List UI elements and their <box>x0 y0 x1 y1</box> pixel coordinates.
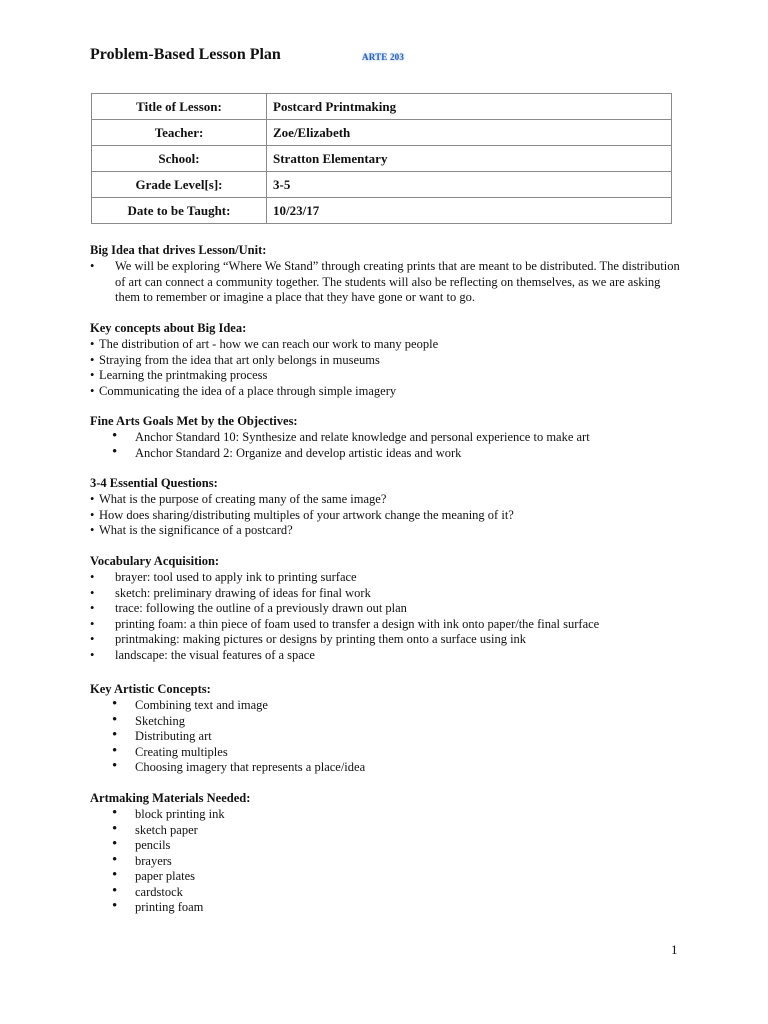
list-item-text: Straying from the idea that art only belongs in museums <box>99 352 380 367</box>
teacher-label: Teacher: <box>92 120 267 146</box>
bullet-icon: • <box>112 758 118 774</box>
bullet-icon: • <box>90 585 95 600</box>
bullet-icon: • <box>112 898 118 914</box>
date-value: 10/23/17 <box>267 198 672 224</box>
essential-questions-section <box>90 476 690 539</box>
list-item-text: Creating multiples <box>135 744 228 759</box>
list-item-text: printmaking: making pictures or designs by printing them onto a surface using ink <box>115 632 527 646</box>
school-value: Stratton Elementary <box>267 146 672 172</box>
list-item-text: pencils <box>135 838 171 852</box>
list-item-text: Anchor Standard 10: Synthesize and relate knowledge and personal experience to make art <box>135 430 590 444</box>
artistic-concepts-heading: Key Artistic Concepts: <box>90 682 211 696</box>
list-item <box>90 869 690 885</box>
list-item-text: Sketching <box>135 713 185 728</box>
lesson-title-label: Title of Lesson: <box>92 94 267 120</box>
bullet-icon: • <box>90 337 95 351</box>
artistic-concepts-section <box>90 682 690 776</box>
bullet-icon: • <box>112 805 118 821</box>
school-label: School: <box>92 146 267 172</box>
list-item <box>90 523 690 539</box>
vocabulary-heading: Vocabulary Acquisition: <box>90 554 220 568</box>
table-row <box>92 198 672 224</box>
list-item-text: Combining text and image <box>135 698 268 712</box>
list-item <box>90 900 690 916</box>
list-item-text: brayers <box>135 853 172 868</box>
list-item-text: printing foam: a thin piece of foam used to transfer a design with ink onto paper/the final surface <box>115 616 600 631</box>
list-item-text: Communicating the idea of a place through simple imagery <box>99 383 397 398</box>
bullet-icon: • <box>90 507 95 522</box>
page-number: 1 <box>671 942 678 957</box>
fine-arts-goals-heading: Fine Arts Goals Met by the Objectives: <box>90 414 298 428</box>
list-item <box>90 601 690 617</box>
big-idea-text: We will be exploring “Where We Stand” through creating prints that are meant to be distributed. The distribution of art can connect a community together. The students will also be reflecting on themselves, as we are asking them to remember or imagine a place that they have gone or want to go. <box>115 259 680 304</box>
list-item-text: Learning the printmaking process <box>99 368 268 382</box>
course-code-badge: ARTE 203 <box>362 52 405 62</box>
list-item <box>90 430 690 446</box>
list-item-text: Distributing art <box>135 729 212 743</box>
bullet-icon: • <box>112 742 118 759</box>
bullet-icon: • <box>112 443 118 460</box>
list-item <box>90 882 690 901</box>
list-item <box>90 368 690 384</box>
list-item <box>90 820 690 839</box>
list-item <box>90 492 690 508</box>
list-item <box>90 570 690 586</box>
list-item <box>90 259 690 306</box>
bullet-icon: • <box>90 647 95 662</box>
bullet-icon: • <box>90 383 95 398</box>
list-item <box>90 617 690 633</box>
table-row <box>92 94 672 120</box>
list-item <box>90 508 690 524</box>
list-item <box>90 698 690 714</box>
list-item-text: The distribution of art - how we can reach our work to many people <box>99 337 439 351</box>
bullet-icon: • <box>112 836 118 852</box>
list-item <box>90 711 690 730</box>
grade-level-label: Grade Level[s]: <box>92 172 267 198</box>
list-item <box>90 586 690 602</box>
essential-questions-heading: 3-4 Essential Questions: <box>90 476 218 490</box>
key-concepts-section <box>90 321 690 399</box>
bullet-icon: • <box>90 523 95 537</box>
vocabulary-section <box>90 554 690 663</box>
list-item-text: sketch: preliminary drawing of ideas for final work <box>115 585 371 600</box>
key-concepts-heading: Key concepts about Big Idea: <box>90 321 247 335</box>
bullet-icon: • <box>90 352 95 367</box>
big-idea-heading: Big Idea that drives Lesson/Unit: <box>90 243 267 257</box>
list-item <box>90 729 690 745</box>
list-item-text: trace: following the outline of a previously drawn out plan <box>115 601 407 615</box>
list-item <box>90 648 690 664</box>
list-item-text: paper plates <box>135 869 196 883</box>
bullet-icon: • <box>112 882 118 899</box>
document-title: Problem-Based Lesson Plan <box>90 46 281 63</box>
list-item-text: sketch paper <box>135 822 198 837</box>
list-item-text: block printing ink <box>135 807 225 821</box>
list-item-text: cardstock <box>135 884 183 899</box>
date-label: Date to be Taught: <box>92 198 267 224</box>
list-item <box>90 384 690 400</box>
bullet-icon: • <box>112 727 118 743</box>
bullet-icon: • <box>112 820 118 837</box>
table-row <box>92 120 672 146</box>
bullet-icon: • <box>90 368 95 382</box>
fine-arts-goals-section <box>90 414 690 461</box>
list-item-text: printing foam <box>135 900 204 914</box>
list-item <box>90 851 690 870</box>
bullet-icon: • <box>112 696 118 712</box>
grade-level-value: 3-5 <box>267 172 672 198</box>
list-item-text: How does sharing/distributing multiples of your artwork change the meaning of it? <box>99 507 514 522</box>
bullet-icon: • <box>90 492 95 506</box>
list-item-text: What is the purpose of creating many of the same image? <box>99 492 387 506</box>
list-item <box>90 337 690 353</box>
bullet-icon: • <box>90 601 95 615</box>
table-row <box>92 172 672 198</box>
list-item-text: Anchor Standard 2: Organize and develop artistic ideas and work <box>135 445 462 460</box>
big-idea-section <box>90 243 690 306</box>
list-item-text: Choosing imagery that represents a place/idea <box>135 760 366 774</box>
bullet-icon: • <box>112 851 118 868</box>
document-header <box>90 46 690 70</box>
bullet-icon: • <box>112 428 118 444</box>
bullet-icon: • <box>112 711 118 728</box>
list-item <box>90 632 690 648</box>
lesson-info-table <box>91 93 672 224</box>
table-row <box>92 146 672 172</box>
materials-section <box>90 791 690 916</box>
list-item <box>90 807 690 823</box>
materials-heading: Artmaking Materials Needed: <box>90 791 251 805</box>
lesson-title-value: Postcard Printmaking <box>267 94 672 120</box>
list-item-text: landscape: the visual features of a space <box>115 647 315 662</box>
list-item <box>90 838 690 854</box>
bullet-icon: • <box>90 570 95 584</box>
bullet-icon: • <box>112 867 118 883</box>
list-item <box>90 742 690 761</box>
bullet-icon: • <box>90 259 95 273</box>
bullet-icon: • <box>90 616 95 631</box>
bullet-icon: • <box>90 632 95 646</box>
teacher-value: Zoe/Elizabeth <box>267 120 672 146</box>
list-item <box>90 353 690 369</box>
list-item-text: brayer: tool used to apply ink to printing surface <box>115 570 357 584</box>
list-item-text: What is the significance of a postcard? <box>99 523 293 537</box>
list-item <box>90 443 690 462</box>
list-item <box>90 760 690 776</box>
